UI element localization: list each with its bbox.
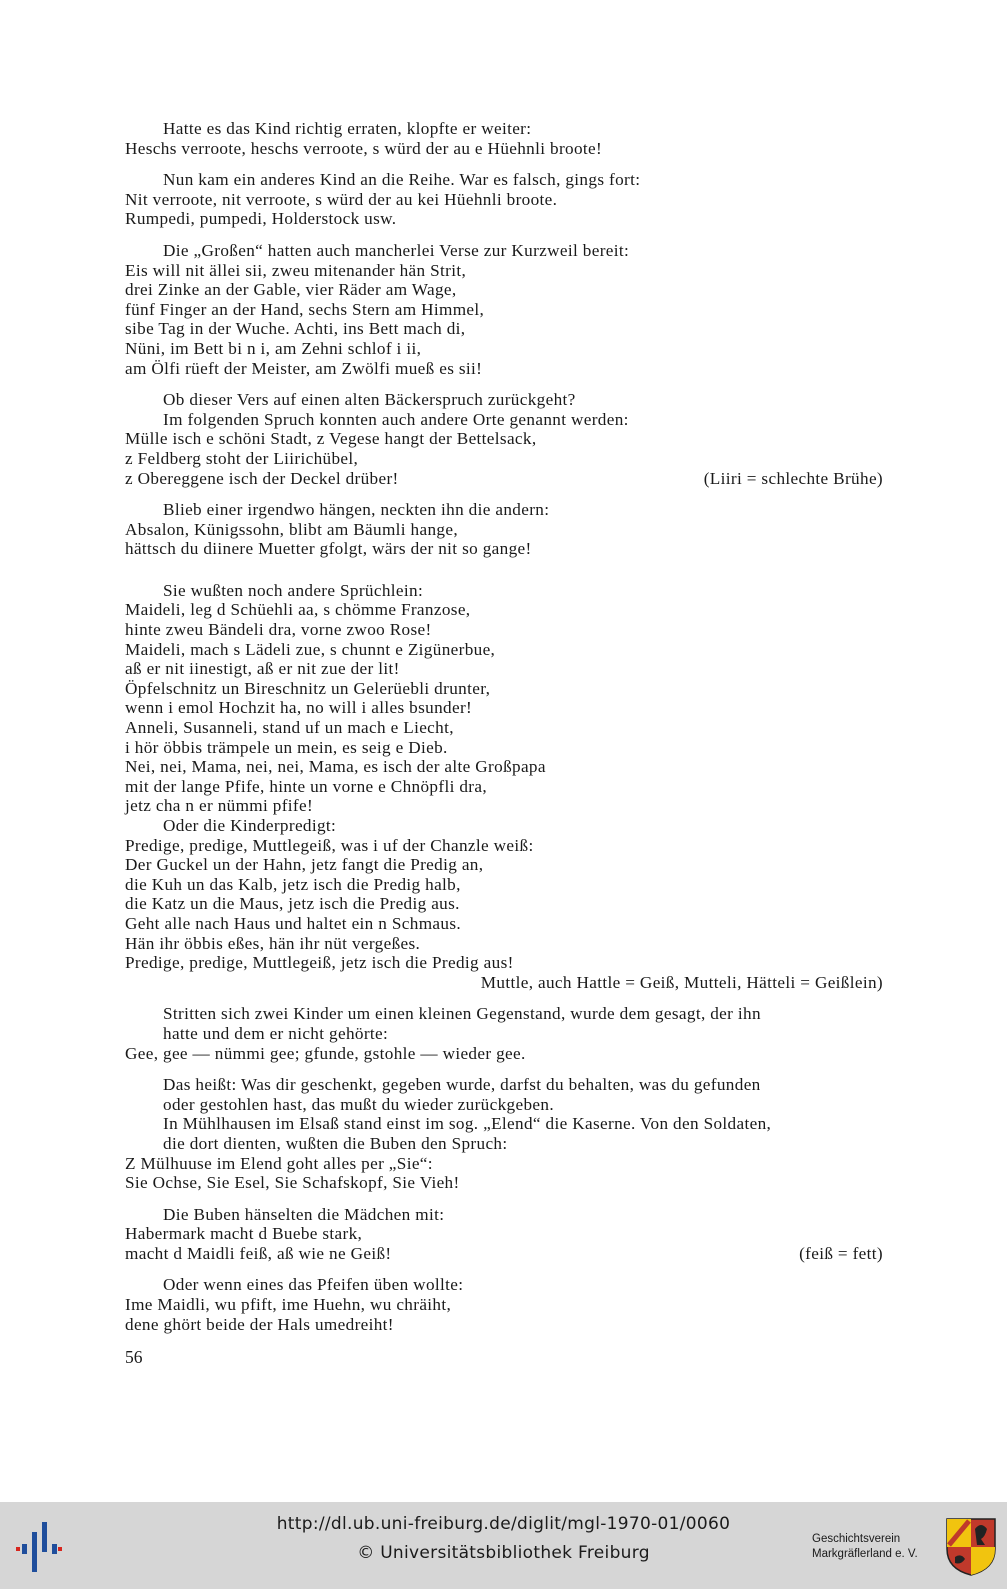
text-line: Oder wenn eines das Pfeifen üben wollte: (163, 1275, 464, 1295)
text-line: Im folgenden Spruch konnten auch andere Orte genannt werden: (163, 409, 629, 429)
society-line-2: Markgräflerland e. V. (812, 1548, 918, 1560)
text-line: Mülle isch e schöni Stadt, z Vegese hangt der Bettelsack, (125, 429, 537, 449)
text-line: Maideli, leg d Schüehli aa, s chömme Franzose, (125, 600, 471, 620)
text-line: Nüni, im Bett bi n i, am Zehni schlof i ii, (125, 338, 422, 358)
footer-bar (0, 1502, 1007, 1589)
text-line: Rumpedi, pumpedi, Holderstock usw. (125, 209, 397, 229)
text-line: Geht alle nach Haus und haltet ein n Schmaus. (125, 913, 462, 933)
gloss-note: (Liiri = schlechte Brühe) (703, 468, 883, 488)
text-line: Ime Maidli, wu pfift, ime Huehn, wu chräiht, (125, 1295, 452, 1315)
text-line: hättsch du diinere Muetter gfolgt, wärs der nit so gange! (125, 539, 532, 559)
text-line: Nun kam ein anderes Kind an die Reihe. War es falsch, gings fort: (163, 170, 641, 190)
text-line: Anneli, Susanneli, stand uf un mach e Liecht, (125, 718, 454, 738)
paragraph (125, 1275, 883, 1334)
text-line: i hör öbbis trämpele un mein, es seig e Dieb. (125, 737, 448, 757)
text-line: Hän ihr öbbis eßes, hän ihr nüt vergeßes. (125, 933, 421, 953)
gloss-note: (feiß = fett) (799, 1243, 883, 1263)
text-line: z Obereggene isch der Deckel drüber! (125, 468, 399, 488)
text-line: Sie Ochse, Sie Esel, Sie Schafskopf, Sie Vieh! (125, 1173, 460, 1193)
text-line: drei Zinke an der Gable, vier Räder am Wage, (125, 280, 457, 300)
coat-of-arms-icon[interactable] (945, 1517, 997, 1577)
text-line: Die Buben hänselten die Mädchen mit: (163, 1204, 445, 1224)
body-text (125, 119, 883, 1346)
text-line: Predige, predige, Muttlegeiß, jetz isch die Predig aus! (125, 953, 514, 973)
text-line: Nit verroote, nit verroote, s würd der au kei Hüehnli broote. (125, 189, 558, 209)
paragraph (125, 1004, 883, 1063)
text-line: macht d Maidli feiß, aß wie ne Geiß! (125, 1243, 392, 1263)
text-line: fünf Finger an der Hand, sechs Stern am Himmel, (125, 299, 485, 319)
text-line: Predige, predige, Muttlegeiß, was i uf der Chanzle weiß: (125, 835, 534, 855)
society-name[interactable] (812, 1532, 918, 1562)
text-line: Das heißt: Was dir geschenkt, gegeben wurde, darfst du behalten, was du gefunden (163, 1075, 761, 1095)
text-line: In Mühlhausen im Elsaß stand einst im sog. „Elend“ die Kaserne. Von den Soldaten, (163, 1114, 772, 1134)
text-line: Gee, gee — nümmi gee; gfunde, gstohle — wieder gee. (125, 1043, 526, 1063)
paragraph (125, 500, 883, 559)
text-line: jetz cha n er nümmi pfife! (125, 796, 314, 816)
paragraph (125, 581, 883, 992)
text-line: Absalon, Künigssohn, blibt am Bäumli hange, (125, 519, 458, 539)
gloss-note: Muttle, auch Hattle = Geiß, Mutteli, Hätteli = Geißlein) (480, 972, 883, 992)
text-line: Der Guckel un der Hahn, jetz fangt die Predig an, (125, 855, 484, 875)
text-line: dene ghört beide der Hals umedreiht! (125, 1314, 394, 1334)
text-line: Hatte es das Kind richtig erraten, klopfte er weiter: (163, 119, 532, 138)
text-line: Nei, nei, Mama, nei, nei, Mama, es isch der alte Großpapa (125, 757, 546, 777)
text-line: Oder die Kinderpredigt: (163, 816, 337, 835)
text-line: mit der lange Pfife, hinte un vorne e Chnöpfli dra, (125, 776, 487, 796)
text-line: Maideli, mach s Lädeli zue, s chunnt e Zigünerbue, (125, 639, 496, 659)
footer-copyright: © Universitätsbibliothek Freiburg (357, 1543, 650, 1563)
paragraph (125, 390, 883, 488)
paragraph (125, 170, 883, 229)
text-line: Heschs verroote, heschs verroote, s würd der au e Hüehnli broote! (125, 138, 603, 158)
paragraph (125, 241, 883, 378)
text-line: Ob dieser Vers auf einen alten Bäckerspruch zurückgeht? (163, 390, 576, 410)
text-line: die dort dienten, wußten die Buben den Spruch: (163, 1133, 508, 1153)
text-line-with-note (125, 469, 883, 489)
text-line: Z Mülhuuse im Elend goht alles per „Sie“: (125, 1153, 433, 1173)
text-line: hinte zweu Bändeli dra, vorne zwoo Rose! (125, 620, 432, 640)
text-line: aß er nit iinestigt, aß er nit zue der lit! (125, 659, 400, 679)
text-line: z Feldberg stoht der Liirichübel, (125, 448, 359, 468)
footer-url-link[interactable]: http://dl.ub.uni-freiburg.de/diglit/mgl-1970-01/0060 (276, 1514, 731, 1534)
text-line: oder gestohlen hast, das mußt du wieder zurückgeben. (163, 1094, 554, 1114)
paragraph (125, 1075, 883, 1193)
text-line: die Katz un die Maus, jetz isch die Predig aus. (125, 894, 460, 914)
text-line: Öpfelschnitz un Bireschnitz un Gelerüebli drunter, (125, 678, 491, 698)
society-line-1: Geschichtsverein (812, 1533, 901, 1545)
text-line: am Ölfi rüeft der Meister, am Zwölfi mueß es sii! (125, 358, 483, 378)
text-line: Sie wußten noch andere Sprüchlein: (163, 580, 424, 600)
page-number: 56 (125, 1347, 143, 1367)
text-line: Die „Großen“ hatten auch mancherlei Verse zur Kurzweil bereit: (163, 240, 630, 260)
text-line: Stritten sich zwei Kinder um einen kleinen Gegenstand, wurde dem gesagt, der ihn (163, 1004, 761, 1024)
text-line: wenn i emol Hochzit ha, no will i alles bsunder! (125, 698, 473, 718)
text-line: hatte und dem er nicht gehörte: (163, 1023, 389, 1043)
paragraph (125, 1205, 883, 1264)
paragraph (125, 119, 883, 158)
text-line: die Kuh un das Kalb, jetz isch die Predig halb, (125, 874, 461, 894)
text-line: sibe Tag in der Wuche. Achti, ins Bett mach di, (125, 319, 466, 339)
text-line-with-note (125, 1244, 883, 1264)
text-line: Blieb einer irgendwo hängen, neckten ihn die andern: (163, 500, 550, 520)
text-line: Habermark macht d Buebe stark, (125, 1224, 363, 1244)
text-line: Eis will nit ällei sii, zweu mitenander hän Strit, (125, 260, 467, 280)
